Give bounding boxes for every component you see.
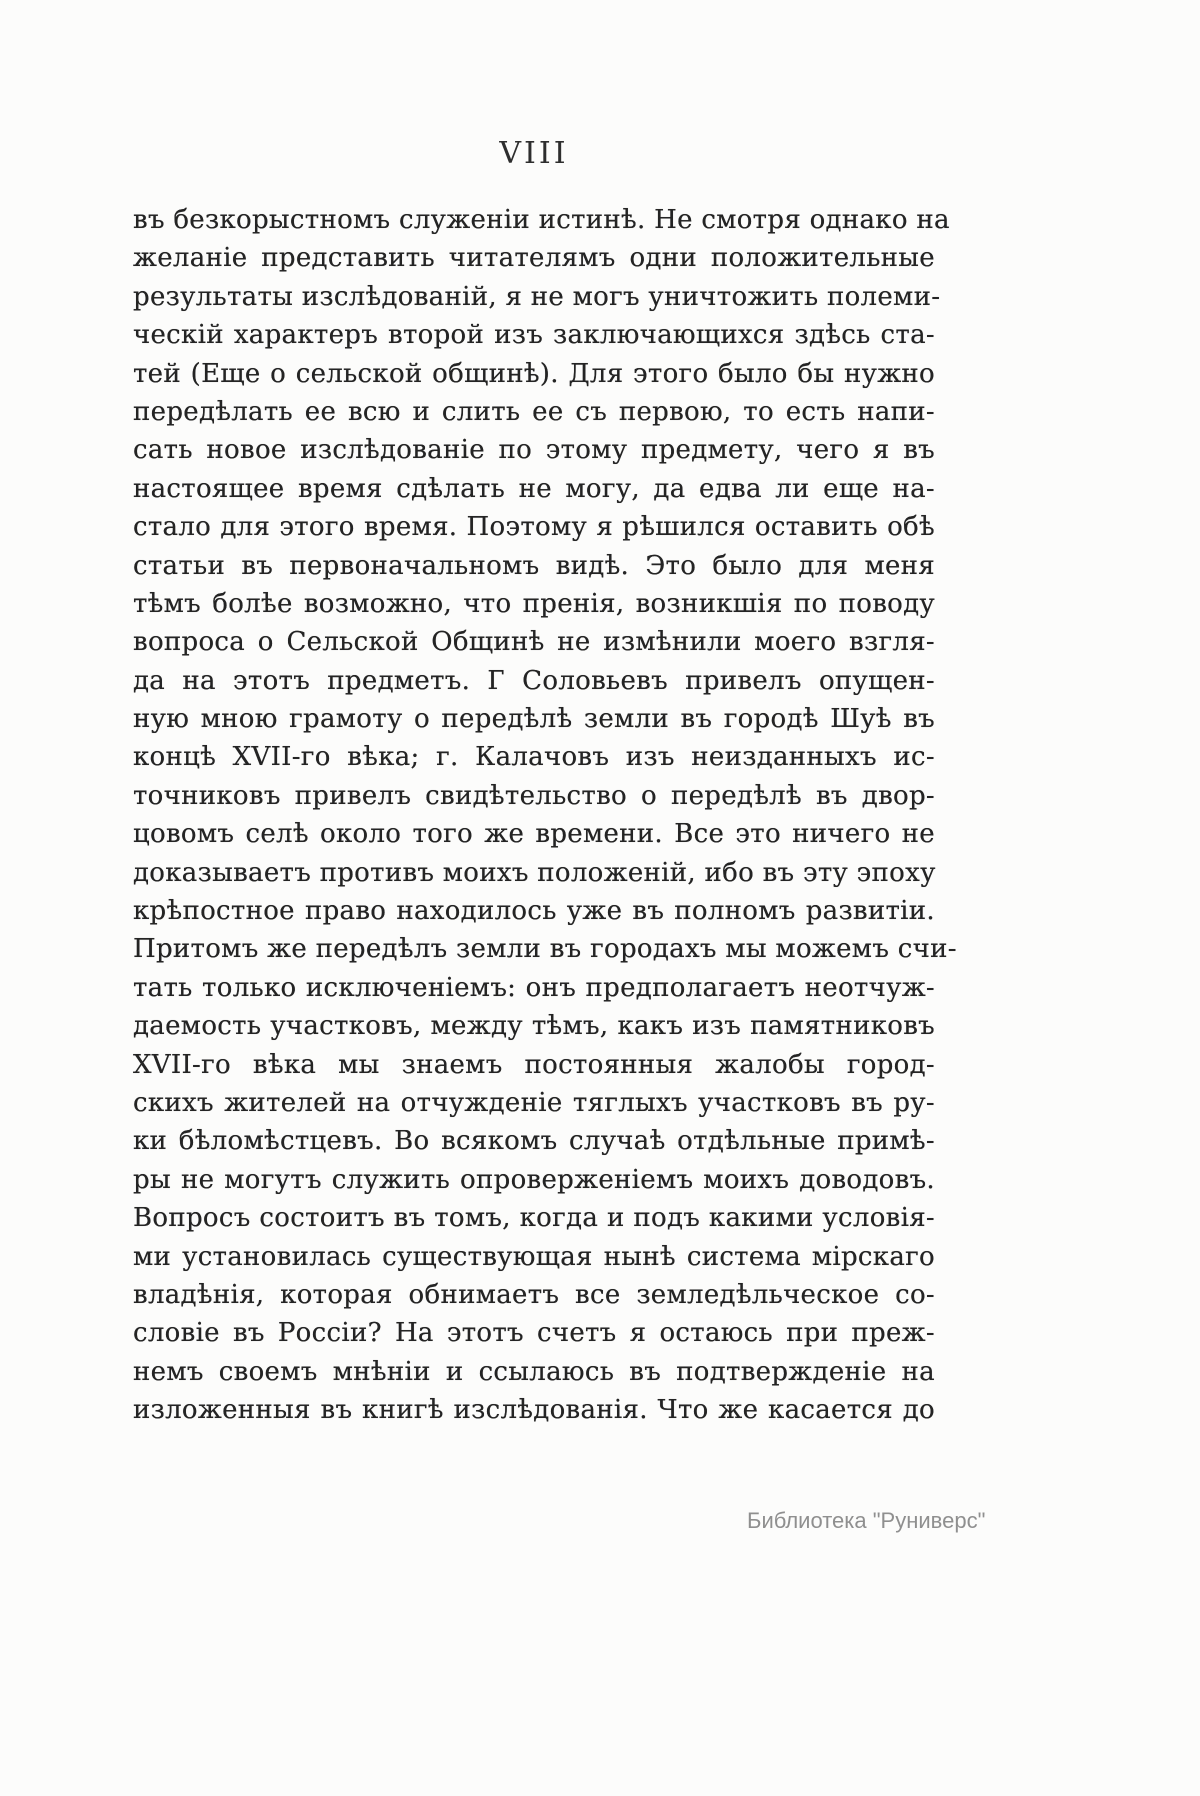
text-line: ки бѣломѣстцевъ. Во всякомъ случаѣ отдѣльные примѣ-	[133, 1126, 935, 1157]
text-line: стало для этого время. Поэтому я рѣшился оставить обѣ	[133, 512, 935, 543]
text-line: передѣлать ее всю и слить ее съ первою, то есть напи-	[133, 396, 935, 427]
text-line: сать новое изслѣдованіе по этому предмету, чего я въ	[133, 435, 935, 466]
page-number: VIII	[499, 136, 569, 171]
text-line: статьи въ первоначальномъ видѣ. Это было для меня	[133, 550, 935, 581]
text-line: тать только исключеніемъ: онъ предполагаетъ неотчуж-	[133, 972, 935, 1003]
text-line: доказываетъ противъ моихъ положеній, ибо въ эту эпоху	[133, 857, 936, 888]
text-line: точниковъ привелъ свидѣтельство о передѣлѣ въ двор-	[133, 780, 935, 811]
text-line: даемость участковъ, между тѣмъ, какъ изъ памятниковъ	[133, 1011, 935, 1042]
text-line: настоящее время сдѣлать не могу, да едва ли еще на-	[133, 473, 935, 504]
text-line: скихъ жителей на отчужденіе тяглыхъ участковъ въ ру-	[133, 1087, 935, 1118]
text-line: тей (Еще о сельской общинѣ). Для этого было бы нужно	[133, 358, 935, 389]
text-line: Вопросъ состоитъ въ томъ, когда и подъ какими условія-	[133, 1203, 935, 1234]
text-line: изложенныя въ книгѣ изслѣдованія. Что же касается до	[133, 1395, 935, 1426]
text-line: крѣпостное право находилось уже въ полномъ развитіи.	[133, 896, 935, 927]
text-line: ры не могутъ служить опроверженіемъ моихъ доводовъ.	[133, 1164, 935, 1195]
text-line: тѣмъ болѣе возможно, что пренія, возникшія по поводу	[133, 588, 935, 619]
text-line: въ безкорыстномъ служеніи истинѣ. Не смотря однако на	[133, 205, 950, 235]
book-page	[133, 136, 957, 1430]
text-line: ную мною грамоту о передѣлѣ земли въ городѣ Шуѣ въ	[133, 704, 935, 735]
text-line: ческій характеръ второй изъ заключающихся здѣсь ста-	[133, 320, 935, 351]
text-line: Притомъ же передѣлъ земли въ городахъ мы можемъ счи-	[133, 934, 957, 965]
text-line: вопроса о Сельской Общинѣ не измѣнили моего взгля-	[133, 627, 935, 658]
text-line: ми установилась существующая нынѣ система мірскаго	[133, 1241, 935, 1272]
text-line: немъ своемъ мнѣніи и ссылаюсь въ подтвержденіе на	[133, 1356, 935, 1387]
library-watermark: Библиотека "Руниверс"	[747, 1508, 986, 1533]
text-line: да на этотъ предметъ. Г Соловьевъ привелъ опущен-	[133, 665, 935, 696]
text-line: цовомъ селѣ около того же времени. Все это ничего не	[133, 819, 935, 850]
text-line: результаты изслѣдованій, я не могъ уничтожить полеми-	[133, 281, 941, 312]
text-line: XVII-го вѣка мы знаемъ постоянныя жалобы город-	[133, 1049, 935, 1080]
text-line: словіе въ Россіи? На этотъ счетъ я остаюсь при преж-	[133, 1318, 935, 1349]
text-line: желаніе представить читателямъ одни положительные	[133, 243, 935, 274]
text-line: владѣнія, которая обнимаетъ все земледѣльческое со-	[133, 1279, 935, 1310]
text-line: концѣ XVII-го вѣка; г. Калачовъ изъ неизданныхъ ис-	[133, 742, 935, 773]
body-text	[133, 201, 957, 1430]
